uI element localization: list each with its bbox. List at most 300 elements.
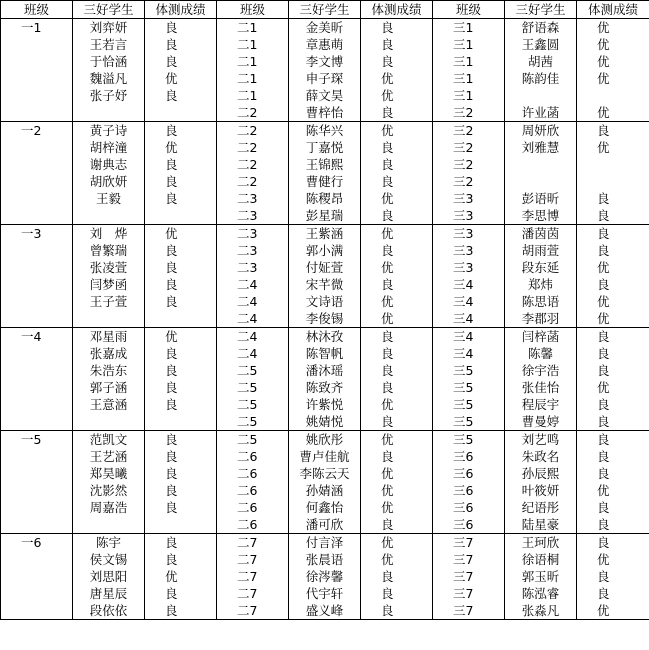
score-cell: 优: [577, 139, 649, 156]
score-cell: 优: [577, 70, 649, 87]
student-cell: 王毅: [73, 190, 145, 207]
student-cell: 张佳怡: [505, 379, 577, 396]
score-cell: 优: [361, 551, 433, 568]
score-cell: 良: [577, 465, 649, 482]
student-cell: 金美昕: [289, 19, 361, 37]
score-cell: 良: [145, 53, 217, 70]
score-cell: 良: [145, 173, 217, 190]
class-cell: [1, 207, 73, 225]
student-cell: 盛义峰: [289, 602, 361, 620]
student-cell: 谢典志: [73, 156, 145, 173]
class-cell: [1, 516, 73, 534]
student-cell: 胡茜: [505, 53, 577, 70]
class-cell: [1, 70, 73, 87]
score-cell: [577, 173, 649, 190]
score-cell: 优: [577, 310, 649, 328]
table-row: [1, 19, 649, 37]
table-row: [1, 36, 649, 53]
table-row: [1, 379, 649, 396]
score-cell: 优: [577, 19, 649, 37]
table-row: [1, 87, 649, 104]
class-cell: 三6: [433, 516, 505, 534]
table-row: [1, 362, 649, 379]
student-cell: 许业菡: [505, 104, 577, 122]
score-cell: 优: [361, 482, 433, 499]
student-cell: 薛文昊: [289, 87, 361, 104]
score-cell: 良: [145, 499, 217, 516]
table-row: [1, 190, 649, 207]
class-cell: 二4: [217, 293, 289, 310]
class-cell: 二7: [217, 551, 289, 568]
student-cell: 徐涔馨: [289, 568, 361, 585]
student-cell: 段东延: [505, 259, 577, 276]
student-cell: 沈影然: [73, 482, 145, 499]
student-cell: 胡雨萱: [505, 242, 577, 259]
score-cell: 优: [361, 259, 433, 276]
class-cell: [1, 345, 73, 362]
class-cell: 三3: [433, 242, 505, 259]
class-cell: 二5: [217, 379, 289, 396]
class-cell: 二1: [217, 70, 289, 87]
student-cell: 曹梓怡: [289, 104, 361, 122]
class-cell: [1, 53, 73, 70]
student-cell: 王意涵: [73, 396, 145, 413]
score-cell: 良: [361, 207, 433, 225]
score-cell: 良: [361, 379, 433, 396]
class-cell: 三2: [433, 122, 505, 140]
class-cell: [1, 293, 73, 310]
table-row: [1, 70, 649, 87]
score-cell: 良: [577, 276, 649, 293]
score-cell: 良: [361, 242, 433, 259]
score-cell: 优: [577, 482, 649, 499]
score-cell: 良: [361, 36, 433, 53]
score-cell: 优: [361, 310, 433, 328]
class-cell: 二3: [217, 259, 289, 276]
class-cell: [1, 173, 73, 190]
table-row: [1, 602, 649, 620]
class-cell: 二7: [217, 534, 289, 552]
student-cell: 申子琛: [289, 70, 361, 87]
student-cell: 刘弈妍: [73, 19, 145, 37]
student-cell: 潘茵茵: [505, 225, 577, 243]
score-cell: 良: [577, 499, 649, 516]
student-cell: 曹健行: [289, 173, 361, 190]
student-cell: 王艺涵: [73, 448, 145, 465]
class-cell: 二1: [217, 19, 289, 37]
class-cell: [1, 499, 73, 516]
student-cell: 王若言: [73, 36, 145, 53]
student-cell: 陈思语: [505, 293, 577, 310]
table-row: [1, 499, 649, 516]
class-cell: [1, 551, 73, 568]
table-row: [1, 122, 649, 140]
class-cell: 二5: [217, 362, 289, 379]
score-cell: 优: [577, 53, 649, 70]
class-cell: 二1: [217, 53, 289, 70]
student-cell: 陈智帆: [289, 345, 361, 362]
score-cell: 良: [577, 242, 649, 259]
student-cell: 郑昊曦: [73, 465, 145, 482]
class-cell: [1, 568, 73, 585]
class-cell: [1, 448, 73, 465]
student-cell: 陈韵佳: [505, 70, 577, 87]
score-cell: 优: [145, 568, 217, 585]
score-cell: 优: [577, 602, 649, 620]
table-row: [1, 276, 649, 293]
score-cell: 良: [361, 413, 433, 431]
score-cell: 优: [145, 225, 217, 243]
student-cell: 刘艺鸣: [505, 431, 577, 449]
student-cell: 周妍欣: [505, 122, 577, 140]
score-cell: 良: [361, 448, 433, 465]
student-cell: 朱政名: [505, 448, 577, 465]
class-cell: [1, 602, 73, 620]
table-row: [1, 465, 649, 482]
score-cell: 良: [577, 534, 649, 552]
table-body: [1, 19, 649, 620]
score-cell: 优: [361, 499, 433, 516]
score-cell: 优: [361, 534, 433, 552]
class-cell: 二3: [217, 225, 289, 243]
table-row: [1, 225, 649, 243]
student-cell: 付姃萱: [289, 259, 361, 276]
student-cell: 唐星辰: [73, 585, 145, 602]
class-cell: [1, 104, 73, 122]
student-cell: 代宇轩: [289, 585, 361, 602]
score-cell: 优: [577, 36, 649, 53]
score-cell: 良: [145, 482, 217, 499]
student-cell: 孙婧涵: [289, 482, 361, 499]
student-cell: 于恰涵: [73, 53, 145, 70]
score-cell: 良: [577, 396, 649, 413]
class-cell: 三1: [433, 87, 505, 104]
student-cell: 孙辰熙: [505, 465, 577, 482]
class-cell: 二1: [217, 87, 289, 104]
score-cell: [577, 87, 649, 104]
class-cell: 一2: [1, 122, 73, 140]
score-cell: 良: [361, 276, 433, 293]
class-cell: 一5: [1, 431, 73, 449]
class-cell: 三1: [433, 53, 505, 70]
score-cell: [577, 156, 649, 173]
class-cell: 三3: [433, 225, 505, 243]
score-cell: 良: [577, 190, 649, 207]
class-cell: 三4: [433, 293, 505, 310]
header-row: [1, 1, 649, 19]
student-cell: 张晨语: [289, 551, 361, 568]
table-row: [1, 448, 649, 465]
class-cell: 三7: [433, 585, 505, 602]
table-row: [1, 585, 649, 602]
class-cell: 二6: [217, 448, 289, 465]
student-cell: 张子妤: [73, 87, 145, 104]
score-cell: 良: [145, 259, 217, 276]
score-cell: 良: [577, 362, 649, 379]
table-row: [1, 413, 649, 431]
student-cell: 王珂欣: [505, 534, 577, 552]
class-cell: 三2: [433, 173, 505, 190]
header-score-1: 体测成绩: [145, 1, 217, 19]
student-cell: 郑炜: [505, 276, 577, 293]
table-row: [1, 104, 649, 122]
student-cell: 侯文锡: [73, 551, 145, 568]
table-row: [1, 310, 649, 328]
class-cell: [1, 362, 73, 379]
class-cell: 三7: [433, 568, 505, 585]
student-cell: 李俊锡: [289, 310, 361, 328]
table-row: [1, 293, 649, 310]
class-cell: 二6: [217, 499, 289, 516]
score-cell: 优: [361, 225, 433, 243]
student-cell: 彭语昕: [505, 190, 577, 207]
score-cell: 优: [361, 396, 433, 413]
score-cell: [145, 207, 217, 225]
score-cell: 良: [145, 379, 217, 396]
class-cell: 三4: [433, 310, 505, 328]
class-cell: [1, 413, 73, 431]
class-cell: 三7: [433, 602, 505, 620]
student-cell: 曹卢佳航: [289, 448, 361, 465]
score-cell: 良: [145, 122, 217, 140]
class-cell: 三5: [433, 413, 505, 431]
score-cell: 优: [361, 431, 433, 449]
student-cell: 黄子诗: [73, 122, 145, 140]
score-cell: 优: [361, 465, 433, 482]
score-cell: [145, 413, 217, 431]
class-cell: 三4: [433, 345, 505, 362]
student-cell: 张凌萱: [73, 259, 145, 276]
student-cell: 舒语森: [505, 19, 577, 37]
student-cell: 李郡羽: [505, 310, 577, 328]
score-cell: 优: [577, 293, 649, 310]
class-cell: 二2: [217, 139, 289, 156]
student-cell: 姚婧悦: [289, 413, 361, 431]
student-cell: 林沐孜: [289, 328, 361, 346]
class-cell: 二4: [217, 328, 289, 346]
class-cell: [1, 156, 73, 173]
class-cell: 二3: [217, 242, 289, 259]
class-cell: 二5: [217, 431, 289, 449]
score-cell: 优: [577, 104, 649, 122]
score-cell: 优: [361, 122, 433, 140]
score-cell: 良: [361, 602, 433, 620]
class-cell: 二4: [217, 345, 289, 362]
table-row: [1, 139, 649, 156]
student-cell: 陈华兴: [289, 122, 361, 140]
score-cell: 良: [145, 242, 217, 259]
class-cell: 三5: [433, 379, 505, 396]
student-cell: [73, 310, 145, 328]
score-cell: 优: [361, 190, 433, 207]
student-cell: 姚欣彤: [289, 431, 361, 449]
class-cell: 一4: [1, 328, 73, 346]
score-cell: 良: [145, 293, 217, 310]
class-cell: 二6: [217, 516, 289, 534]
table-row: [1, 242, 649, 259]
score-cell: [145, 516, 217, 534]
score-cell: 良: [361, 139, 433, 156]
score-cell: 优: [145, 139, 217, 156]
student-cell: 陆星豪: [505, 516, 577, 534]
student-cell: 刘思阳: [73, 568, 145, 585]
student-cell: 张淼凡: [505, 602, 577, 620]
score-cell: 良: [145, 19, 217, 37]
student-cell: [73, 104, 145, 122]
class-cell: 三2: [433, 139, 505, 156]
student-cell: [505, 156, 577, 173]
header-score-2: 体测成绩: [361, 1, 433, 19]
score-cell: 良: [577, 122, 649, 140]
header-class-2: 班级: [217, 1, 289, 19]
student-cell: 范凯文: [73, 431, 145, 449]
student-cell: 周嘉浩: [73, 499, 145, 516]
score-cell: 优: [577, 379, 649, 396]
score-cell: 良: [145, 551, 217, 568]
class-cell: 二5: [217, 396, 289, 413]
class-cell: [1, 190, 73, 207]
score-cell: 良: [145, 431, 217, 449]
student-cell: [73, 516, 145, 534]
score-cell: 良: [361, 173, 433, 190]
score-cell: 优: [361, 87, 433, 104]
student-cell: 刘 烨: [73, 225, 145, 243]
class-cell: 二2: [217, 156, 289, 173]
student-cell: 陈致齐: [289, 379, 361, 396]
score-cell: 良: [145, 276, 217, 293]
student-cell: 闫梓菡: [505, 328, 577, 346]
student-cell: 陈泓睿: [505, 585, 577, 602]
class-cell: [1, 276, 73, 293]
student-cell: 宋芊微: [289, 276, 361, 293]
class-cell: 二2: [217, 122, 289, 140]
student-cell: 何鑫怡: [289, 499, 361, 516]
table-row: [1, 396, 649, 413]
student-cell: 潘可欣: [289, 516, 361, 534]
student-cell: 李思博: [505, 207, 577, 225]
score-cell: 良: [577, 225, 649, 243]
score-cell: 良: [361, 345, 433, 362]
score-cell: 良: [577, 345, 649, 362]
class-cell: 二3: [217, 207, 289, 225]
class-cell: 二2: [217, 104, 289, 122]
score-cell: 优: [361, 70, 433, 87]
class-cell: [1, 139, 73, 156]
class-cell: 三2: [433, 156, 505, 173]
student-cell: 郭小满: [289, 242, 361, 259]
class-cell: 二2: [217, 173, 289, 190]
score-cell: [145, 104, 217, 122]
class-cell: 二1: [217, 36, 289, 53]
class-cell: 二7: [217, 585, 289, 602]
class-cell: 三7: [433, 551, 505, 568]
class-cell: 三1: [433, 36, 505, 53]
class-cell: 三1: [433, 70, 505, 87]
student-cell: 胡梓潼: [73, 139, 145, 156]
score-cell: 良: [577, 585, 649, 602]
class-cell: [1, 379, 73, 396]
student-cell: 郭玉昕: [505, 568, 577, 585]
class-cell: 三6: [433, 465, 505, 482]
class-cell: 三6: [433, 448, 505, 465]
student-cell: 郭子涵: [73, 379, 145, 396]
header-score-3: 体测成绩: [577, 1, 649, 19]
class-cell: 二7: [217, 568, 289, 585]
class-cell: 三3: [433, 207, 505, 225]
header-class-1: 班级: [1, 1, 73, 19]
class-cell: 二6: [217, 465, 289, 482]
score-cell: 良: [145, 345, 217, 362]
table-row: [1, 516, 649, 534]
student-cell: 陈稷昂: [289, 190, 361, 207]
student-cell: 叶筱妍: [505, 482, 577, 499]
student-cell: 王紫涵: [289, 225, 361, 243]
student-cell: [73, 413, 145, 431]
student-cell: 纪语彤: [505, 499, 577, 516]
student-cell: 朱浩东: [73, 362, 145, 379]
class-cell: [1, 310, 73, 328]
class-cell: 三6: [433, 482, 505, 499]
class-cell: [1, 36, 73, 53]
student-cell: 邓星雨: [73, 328, 145, 346]
class-cell: [1, 87, 73, 104]
class-cell: 三3: [433, 259, 505, 276]
table-row: [1, 534, 649, 552]
class-cell: 三7: [433, 534, 505, 552]
student-cell: 文诗语: [289, 293, 361, 310]
student-cell: 付言泽: [289, 534, 361, 552]
table-row: [1, 551, 649, 568]
student-cell: 徐语桐: [505, 551, 577, 568]
score-cell: 良: [145, 36, 217, 53]
class-cell: [1, 482, 73, 499]
student-cell: 徐宇浩: [505, 362, 577, 379]
table-row: [1, 482, 649, 499]
score-cell: 良: [361, 516, 433, 534]
student-cell: 潘沐瑶: [289, 362, 361, 379]
student-cell: 李陈云天: [289, 465, 361, 482]
score-cell: 良: [145, 87, 217, 104]
student-cell: 陈宇: [73, 534, 145, 552]
score-cell: 良: [361, 328, 433, 346]
class-cell: 三3: [433, 190, 505, 207]
score-cell: 优: [361, 293, 433, 310]
score-cell: 优: [577, 551, 649, 568]
class-cell: [1, 585, 73, 602]
table-row: [1, 431, 649, 449]
table-row: [1, 259, 649, 276]
score-cell: 良: [577, 431, 649, 449]
score-cell: 良: [361, 585, 433, 602]
student-cell: 王鑫圆: [505, 36, 577, 53]
student-cell: 刘雅慧: [505, 139, 577, 156]
class-cell: 三2: [433, 104, 505, 122]
table-row: [1, 568, 649, 585]
score-cell: 优: [145, 328, 217, 346]
student-cell: 魏溢凡: [73, 70, 145, 87]
score-cell: 良: [361, 156, 433, 173]
student-cell: 王子萱: [73, 293, 145, 310]
score-cell: 良: [361, 362, 433, 379]
score-cell: 良: [145, 448, 217, 465]
score-cell: 良: [361, 53, 433, 70]
student-cell: [505, 173, 577, 190]
score-cell: 良: [577, 207, 649, 225]
header-student-1: 三好学生: [73, 1, 145, 19]
class-cell: [1, 396, 73, 413]
score-cell: 良: [145, 156, 217, 173]
class-cell: 三5: [433, 362, 505, 379]
